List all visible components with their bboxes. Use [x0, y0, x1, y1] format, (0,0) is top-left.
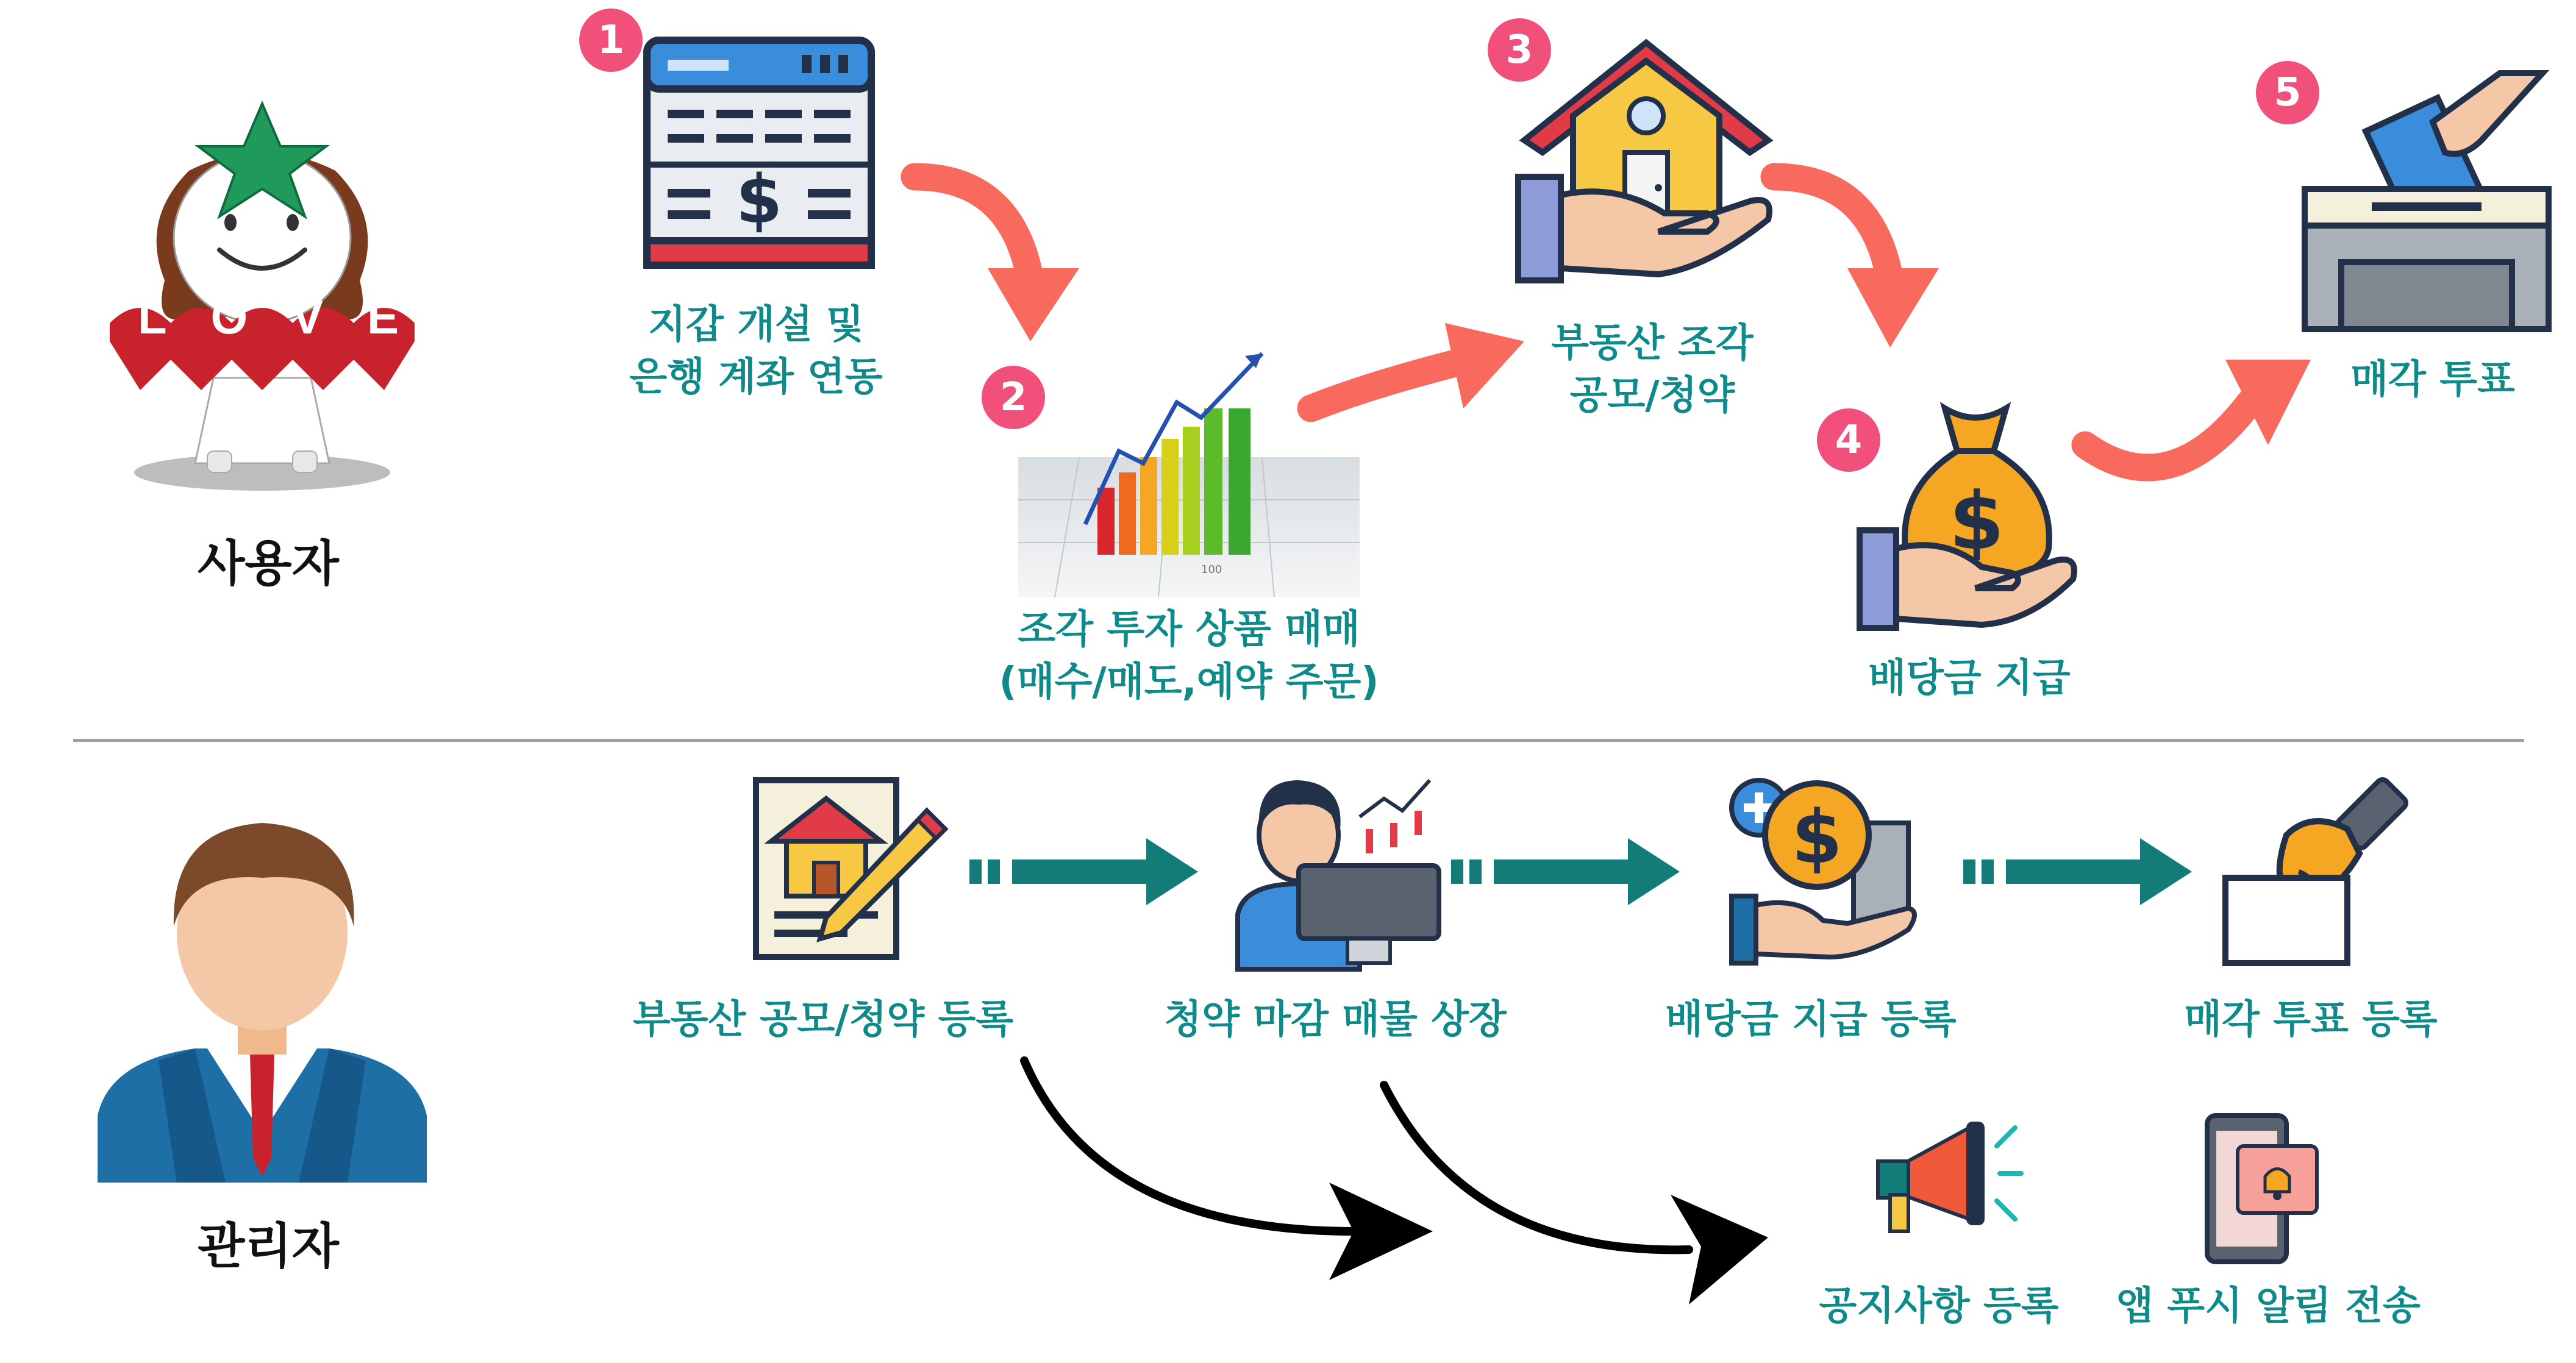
admin-step-label: 배당금 지급 등록 [1665, 997, 1957, 1042]
trader-monitor-icon [1232, 768, 1439, 969]
mascot-letter: L [137, 290, 167, 344]
flow-arrow-user [1299, 317, 1530, 439]
flow-arrow-user [2073, 347, 2317, 500]
label-line: 부동산 조각 [1551, 321, 1754, 366]
flow-arrow-admin [1451, 835, 1683, 908]
vote-hand-box-icon [2219, 774, 2414, 969]
notify-arrow [1372, 1073, 1774, 1304]
step-label-sale-vote: 매각 투표 [2350, 357, 2515, 402]
label-line: 공모/청약 [1569, 373, 1735, 419]
admin-step-label: 부동산 공모/청약 등록 [632, 997, 1014, 1042]
admin-role-label: 관리자 [198, 1218, 339, 1275]
svg-text:$: $ [735, 160, 783, 238]
flow-arrow-admin [969, 835, 1201, 908]
admin-step-label: 청약 마감 매물 상장 [1164, 997, 1507, 1042]
user-role-label: 사용자 [198, 535, 339, 592]
money-bag-hand-icon [1854, 396, 2091, 634]
svg-text:$: $ [1949, 475, 2005, 568]
section-divider [73, 739, 2524, 742]
step-badge: 3 [1488, 18, 1551, 82]
mascot-letter: O [210, 290, 248, 344]
megaphone-icon [1866, 1116, 2024, 1244]
mascot-letter: E [366, 290, 399, 344]
step-label-trading [963, 603, 1415, 709]
chart-tick-label: 100 [1201, 563, 1222, 576]
label-line: (매수/매도,예약 주문) [999, 660, 1379, 705]
svg-text:$: $ [1791, 795, 1843, 880]
admin-extra-label: 앱 푸시 알림 전송 [2116, 1284, 2421, 1329]
label-line: 조각 투자 상품 매매 [1018, 607, 1360, 652]
mascot-letter: V [291, 290, 324, 344]
property-document-pencil-icon [750, 774, 951, 969]
step-badge: 5 [2256, 61, 2319, 124]
admin-step-label: 매각 투표 등록 [2184, 997, 2438, 1042]
house-in-hand-icon [1506, 37, 1786, 293]
dividend-coin-hand-icon [1725, 774, 1921, 969]
ballot-box-icon [2299, 67, 2555, 335]
step-badge: 4 [1817, 408, 1880, 472]
flow-arrow-admin [1963, 835, 2195, 908]
wallet-bank-card-icon [643, 37, 875, 268]
label-line: 지갑 개설 및 [648, 302, 864, 347]
admin-extra-label: 공지사항 등록 [1819, 1284, 2059, 1329]
flow-arrow-user [908, 165, 1085, 354]
flow-arrow-user [1762, 165, 1945, 360]
mascot-love-text [116, 286, 421, 347]
step-label-dividend: 배당금 지급 [1868, 656, 2071, 701]
admin-avatar-icon [85, 792, 439, 1183]
step-badge: 1 [579, 9, 643, 72]
label-line: 은행 계좌 연동 [629, 355, 883, 400]
phone-notification-icon [2201, 1109, 2323, 1268]
step-label-wallet [604, 299, 908, 404]
step-badge: 2 [982, 366, 1045, 429]
